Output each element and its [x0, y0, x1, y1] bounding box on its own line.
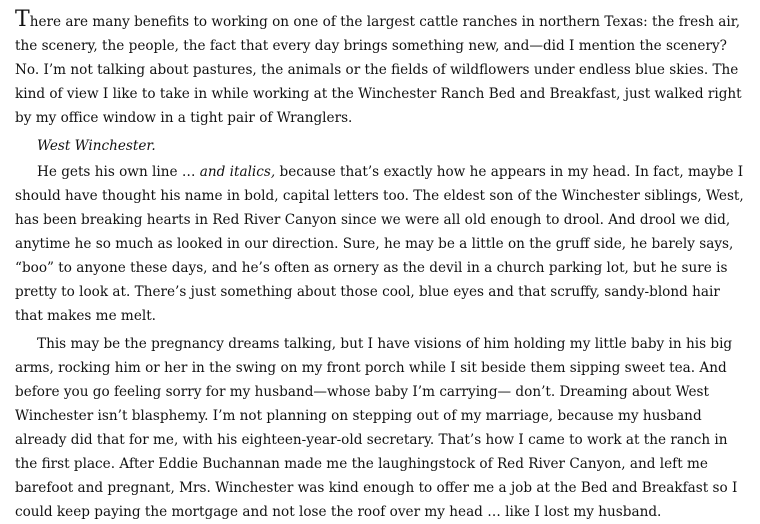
paragraph-4	[15, 332, 750, 524]
paragraph-3-after: because that’s exactly how he appears in my head. In fact, maybe I should have thought his name in bold, capital letters too. The eldest son of the Winchester siblings, West, has been breaking hearts in Red River Canyon since we were all old enough to drool. And drool we did, anytime he so much as looked in our direction. Sure, he may be a little on the gruff side, he barely says, “boo” to anyone these days, and he’s often as ornery as the devil in a church parking lot, but he sure is pretty to look at. There’s just something about those cool, blue eyes and that scruffy, sandy-blond hair that makes me melt.	[15, 164, 744, 324]
paragraph-2	[15, 134, 750, 158]
paragraph-1-text: here are many benefits to working on one of the largest cattle ranches in northern Texas: the fresh air, the scenery, the people, the fact that every day brings something new, and—did I mention the scenery? No. I’m not talking about pastures, the animals or the fields of wildflowers under endless blue skies. The kind of view I like to take in while working at the Winchester Ranch Bed and Breakfast, just walked right by my office window in a tight pair of Wranglers.	[15, 14, 742, 126]
paragraph-3	[15, 160, 750, 328]
paragraph-4-text: This may be the pregnancy dreams talking, but I have visions of him holding my little baby in his big arms, rocking him or her in the swing on my front porch while I sit beside them sipping sweet tea. And before you go feeling sorry for my husband—whose baby I’m carrying— don’t. Dreaming about West Winchester isn’t blasphemy. I’m not planning on stepping out of my marriage, because my husband already did that for me, with his eighteen-year-old secretary. That’s how I came to work at the ranch in the first place. After Eddie Buchannan made me the laughingstock of Red River Canyon, and left me barefoot and pregnant, Mrs. Winchester was kind enough to offer me a job at the Bed and Breakfast so I could keep paying the mortgage and not lose the roof over my head … like I lost my husband.	[15, 336, 738, 520]
paragraph-3-before: He gets his own line …	[37, 164, 200, 180]
paragraph-1	[15, 7, 750, 130]
drop-cap: T	[15, 7, 30, 32]
paragraph-2-italic: West Winchester.	[37, 138, 156, 154]
paragraph-3-italic: and italics,	[199, 164, 276, 180]
